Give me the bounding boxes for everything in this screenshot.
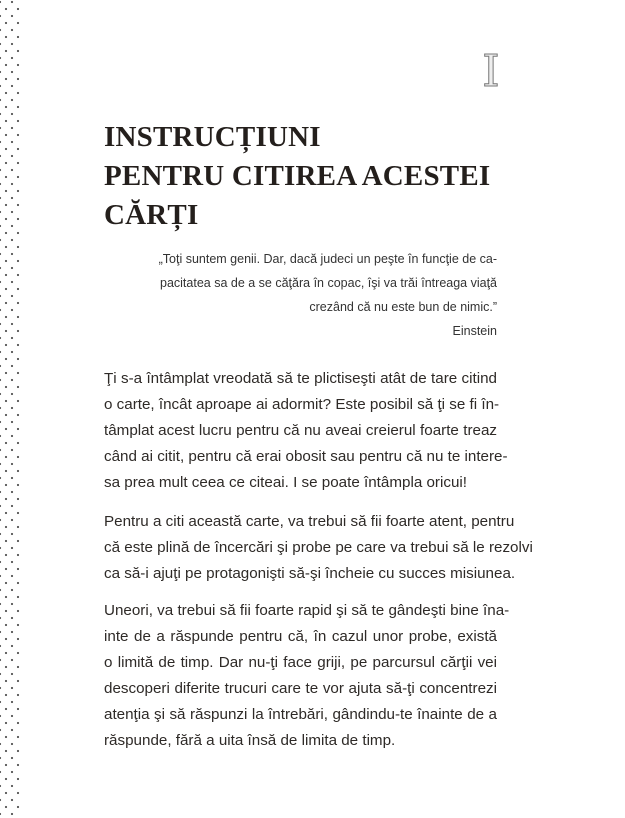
text-line: când ai citit, pentru că erai obosit sau pentru că nu te intere-	[104, 448, 508, 465]
text-line: tâmplat acest lucru pentru că nu aveai creierul foarte treaz	[104, 422, 497, 439]
text-line: descoperi diferite trucuri care te vor ajuta să-ţi concentrezi	[104, 680, 497, 697]
paragraph-1	[104, 366, 508, 496]
title-line: PENTRU CITIREA ACESTEI	[104, 160, 491, 192]
text-line: o limită de timp. Dar nu-ţi face griji, pe parcursul cărţii vei	[104, 654, 497, 671]
dotted-margin-decoration	[0, 0, 20, 818]
text-line: sa prea mult ceea ce citeai. I se poate întâmpla oricui!	[104, 474, 468, 491]
title-line: INSTRUCȚIUNI	[104, 121, 321, 153]
text-line: Ţi s-a întâmplat vreodată să te plictiseşti atât de tare citind	[104, 370, 497, 387]
text-line: Uneori, va trebui să fii foarte rapid şi să te gândeşti bine îna-	[104, 602, 510, 619]
text-line: răspunde, fără a uita însă de limita de timp.	[104, 732, 396, 749]
text-line: atenţia şi să răspunzi la întrebări, gândindu-te înainte de a	[104, 706, 497, 723]
title-line: CĂRȚI	[104, 199, 199, 231]
quote-line: „Toţi suntem genii. Dar, dacă judeci un peşte în funcţie de ca-	[158, 252, 497, 266]
text-line: ca să-i ajuţi pe protagonişti să-şi încheie cu succes misiunea.	[104, 565, 516, 582]
quote-author: Einstein	[452, 324, 497, 338]
text-line: inte de a răspunde pentru că, în cazul unor probe, există	[104, 628, 497, 645]
quote-line: pacitatea sa de a se căţăra în copac, îşi va trăi întreaga viaţă	[160, 276, 497, 290]
text-line: că este plină de încercări şi probe pe care va trebui să le rezolvi	[104, 539, 533, 556]
chapter-number: I	[482, 46, 500, 97]
text-line: o carte, încât aproape ai adormit? Este posibil să ţi se fi în-	[104, 396, 500, 413]
chapter-title	[104, 118, 490, 235]
epigraph-quote	[159, 247, 497, 343]
quote-line: crezând că nu este bun de nimic.”	[309, 300, 497, 314]
text-line: Pentru a citi această carte, va trebui să fii foarte atent, pentru	[104, 513, 515, 530]
paragraph-3	[104, 598, 510, 754]
paragraph-2	[104, 509, 533, 587]
